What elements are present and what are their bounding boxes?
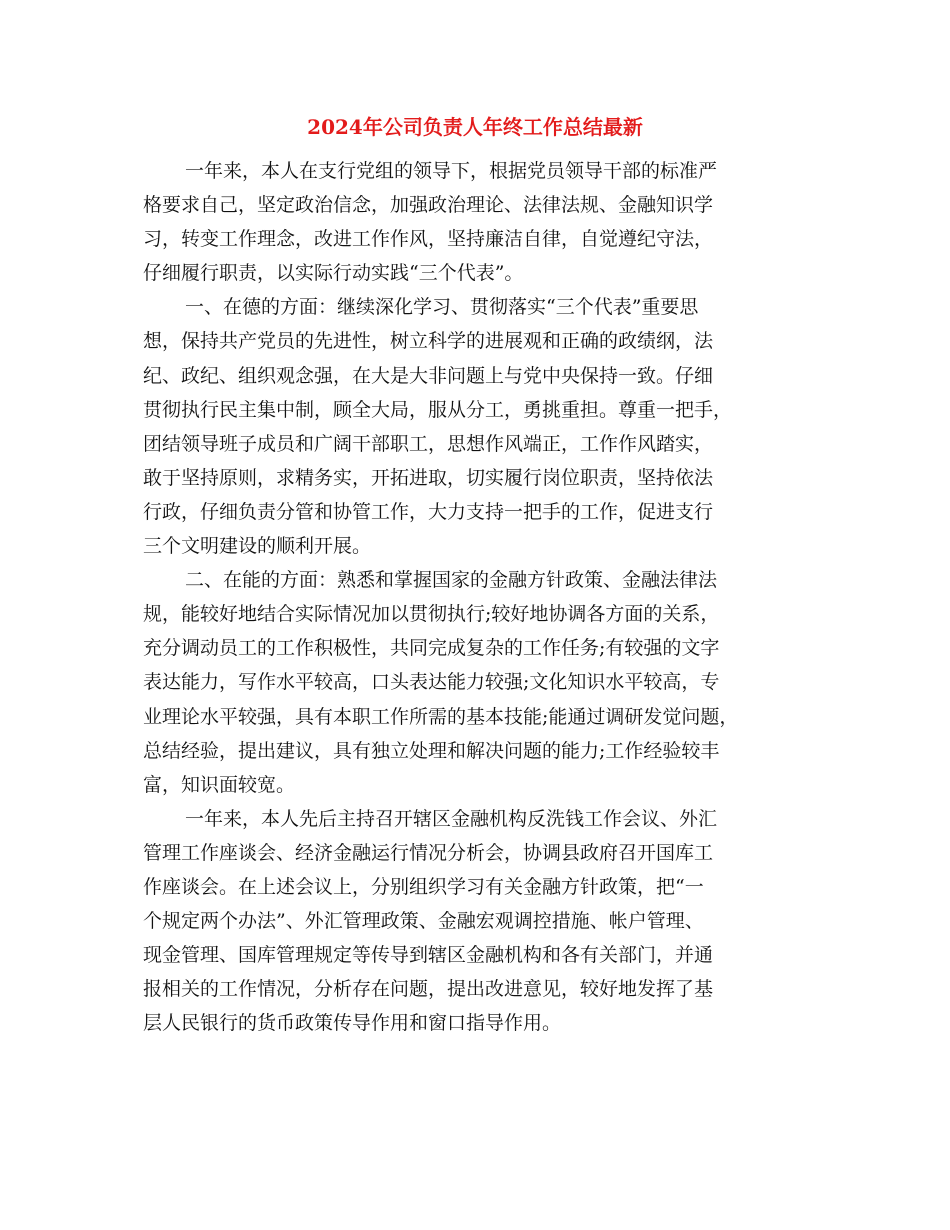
paragraph-line: 充分调动员工的工作积极性，共同完成复杂的工作任务;有较强的文字 [143,637,720,660]
paragraph-line: 一、在德的方面：继续深化学习、贯彻落实“三个代表”重要思 [185,296,699,319]
paragraph-3 [143,563,808,802]
paragraph-line: 一年来，本人在支行党组的领导下，根据党员领导干部的标准严 [185,160,718,182]
paragraph-line: 想，保持共产党员的先进性，树立科学的进展观和正确的政绩纲，法 [143,330,714,353]
paragraph-line: 习，转变工作理念，改进工作作风，坚持廉洁自律，自觉遵纪守法， [143,228,714,251]
paragraph-line: 总结经验，提出建议，具有独立处理和解决问题的能力;工作经验较丰 [143,739,720,762]
paragraph-line: 业理论水平较强，具有本职工作所需的基本技能;能通过调研发觉问题， [143,705,739,728]
paragraph-line: 规，能较好地结合实际情况加以贯彻执行;较好地协调各方面的关系， [143,603,720,626]
paragraph-line: 层人民银行的货币政策传导作用和窗口指导作用。 [143,1012,562,1035]
paragraph-line: 团结领导班子成员和广阔干部职工，思想作风端正，工作作风踏实， [143,432,714,455]
paragraph-line: 表达能力，写作水平较高，口头表达能力较强;文化知识水平较高，专 [143,671,720,694]
paragraph-1 [143,154,808,290]
paragraph-line: 个规定两个办法”、外汇管理政策、金融宏观调控措施、帐户管理、 [143,910,704,933]
paragraph-line: 格要求自己，坚定政治信念，加强政治理论、法律法规、金融知识学 [143,194,714,217]
paragraph-line: 一年来，本人先后主持召开辖区金融机构反洗钱工作会议、外汇 [185,807,718,830]
paragraph-4 [143,802,808,1041]
document-title: 2024年公司负责人年终工作总结最新 [307,115,643,139]
paragraph-line: 敢于坚持原则，求精务实，开拓进取，切实履行岗位职责，坚持依法 [143,466,714,489]
paragraph-line: 报相关的工作情况，分析存在问题，提出改进意见，较好地发挥了基 [143,978,714,1001]
paragraph-line: 二、在能的方面：熟悉和掌握国家的金融方针政策、金融法律法 [185,569,718,592]
paragraph-line: 现金管理、国库管理规定等传导到辖区金融机构和各有关部门，并通 [143,944,714,967]
paragraph-line: 富，知识面较宽。 [143,773,296,796]
paragraph-line: 管理工作座谈会、经济金融运行情况分析会，协调县政府召开国库工 [143,841,714,864]
paragraph-line: 仔细履行职责，以实际行动实践“三个代表”。 [143,262,524,285]
paragraph-line: 三个文明建设的顺利开展。 [143,535,372,558]
paragraph-line: 行政，仔细负责分管和协管工作，大力支持一把手的工作，促进支行 [143,500,714,523]
paragraph-2 [143,290,808,563]
paragraph-line: 纪、政纪、组织观念强，在大是大非问题上与党中央保持一致。仔细 [143,364,714,387]
paragraph-line: 贯彻执行民主集中制，顾全大局，服从分工，勇挑重担。尊重一把手， [143,398,733,421]
paragraph-line: 作座谈会。在上述会议上，分别组织学习有关金融方针政策，把“一 [143,875,704,898]
document-body [143,154,808,1040]
